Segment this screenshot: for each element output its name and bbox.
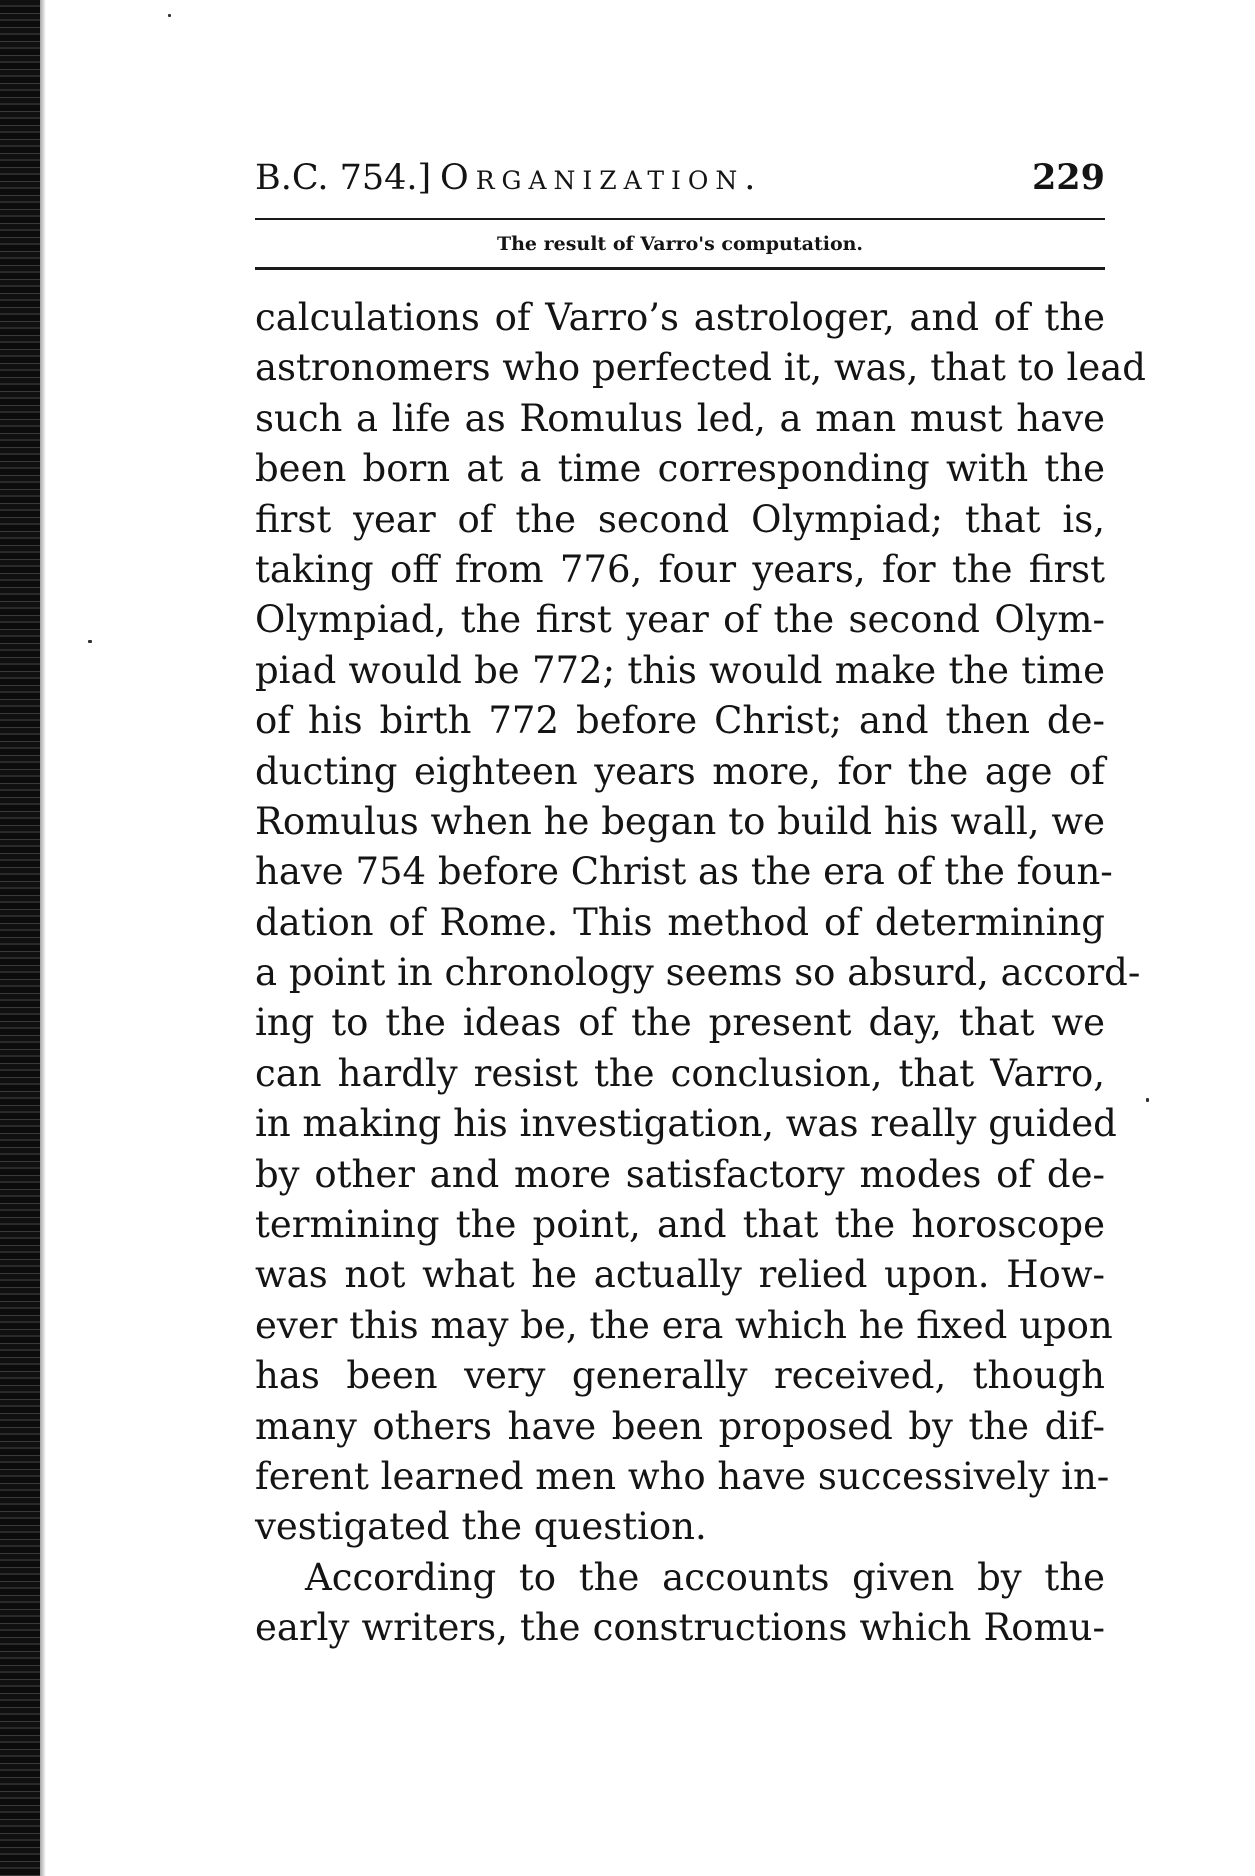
text-line: calculations of Varro’s astrologer, and of the bbox=[255, 296, 1105, 339]
running-head bbox=[255, 150, 1105, 206]
text-line: can hardly resist the conclusion, that Varro, bbox=[255, 1051, 1105, 1095]
text-line: early writers, the constructions which Romu- bbox=[255, 1606, 1105, 1650]
header-rule-bottom bbox=[255, 267, 1105, 270]
text-line: vestigated the question. bbox=[255, 1505, 707, 1549]
text-line: Olympiad, the first year of the second Olym- bbox=[255, 598, 1105, 642]
text-line: first year of the second Olympiad; that is, bbox=[255, 497, 1105, 541]
text-line: Romulus when he began to build his wall, we bbox=[255, 799, 1105, 843]
text-line: ferent learned men who have successively in- bbox=[255, 1454, 1110, 1498]
text-line: taking off from 776, four years, for the first bbox=[255, 547, 1105, 591]
scan-speck bbox=[168, 14, 171, 17]
text-line: a point in chronology seems so absurd, accord- bbox=[255, 951, 1141, 995]
text-line: has been very generally received, though bbox=[255, 1354, 1105, 1398]
text-line: many others have been proposed by the dif- bbox=[255, 1404, 1105, 1448]
text-line: by other and more satisfactory modes of de- bbox=[255, 1152, 1105, 1196]
text-line: have 754 before Christ as the era of the foun- bbox=[255, 850, 1113, 894]
scan-speck bbox=[1146, 1098, 1149, 1102]
text-line: ducting eighteen years more, for the age of bbox=[255, 749, 1105, 793]
header-rule-top bbox=[255, 218, 1105, 220]
section-subheading: The result of Varro's computation. bbox=[496, 233, 864, 255]
text-line: termining the point, and that the horoscope bbox=[255, 1203, 1105, 1247]
text-line: astronomers who perfected it, was, that to lead bbox=[255, 346, 1146, 390]
text-line: such a life as Romulus led, a man must have bbox=[255, 396, 1105, 440]
text-line: According to the accounts given by the bbox=[305, 1555, 1105, 1599]
book-binding-edge bbox=[0, 0, 40, 1876]
text-line: in making his investigation, was really guided bbox=[255, 1102, 1117, 1146]
text-line: dation of Rome. This method of determining bbox=[255, 900, 1105, 944]
text-line: was not what he actually relied upon. How- bbox=[255, 1253, 1105, 1297]
body-text bbox=[255, 293, 1146, 1654]
running-head-title: Organization. bbox=[440, 158, 763, 198]
running-head-era: B.C. 754.] bbox=[255, 158, 432, 198]
scan-speck bbox=[88, 640, 92, 643]
page-number: 229 bbox=[1031, 157, 1105, 198]
paragraph bbox=[255, 293, 1146, 1553]
paragraph bbox=[255, 1553, 1105, 1654]
text-line: ing to the ideas of the present day, that we bbox=[255, 1001, 1105, 1045]
text-line: been born at a time corresponding with the bbox=[255, 447, 1105, 491]
text-line: of his birth 772 before Christ; and then de- bbox=[255, 699, 1105, 743]
text-line: piad would be 772; this would make the time bbox=[255, 648, 1105, 692]
text-line: ever this may be, the era which he fixed upon bbox=[255, 1303, 1113, 1347]
